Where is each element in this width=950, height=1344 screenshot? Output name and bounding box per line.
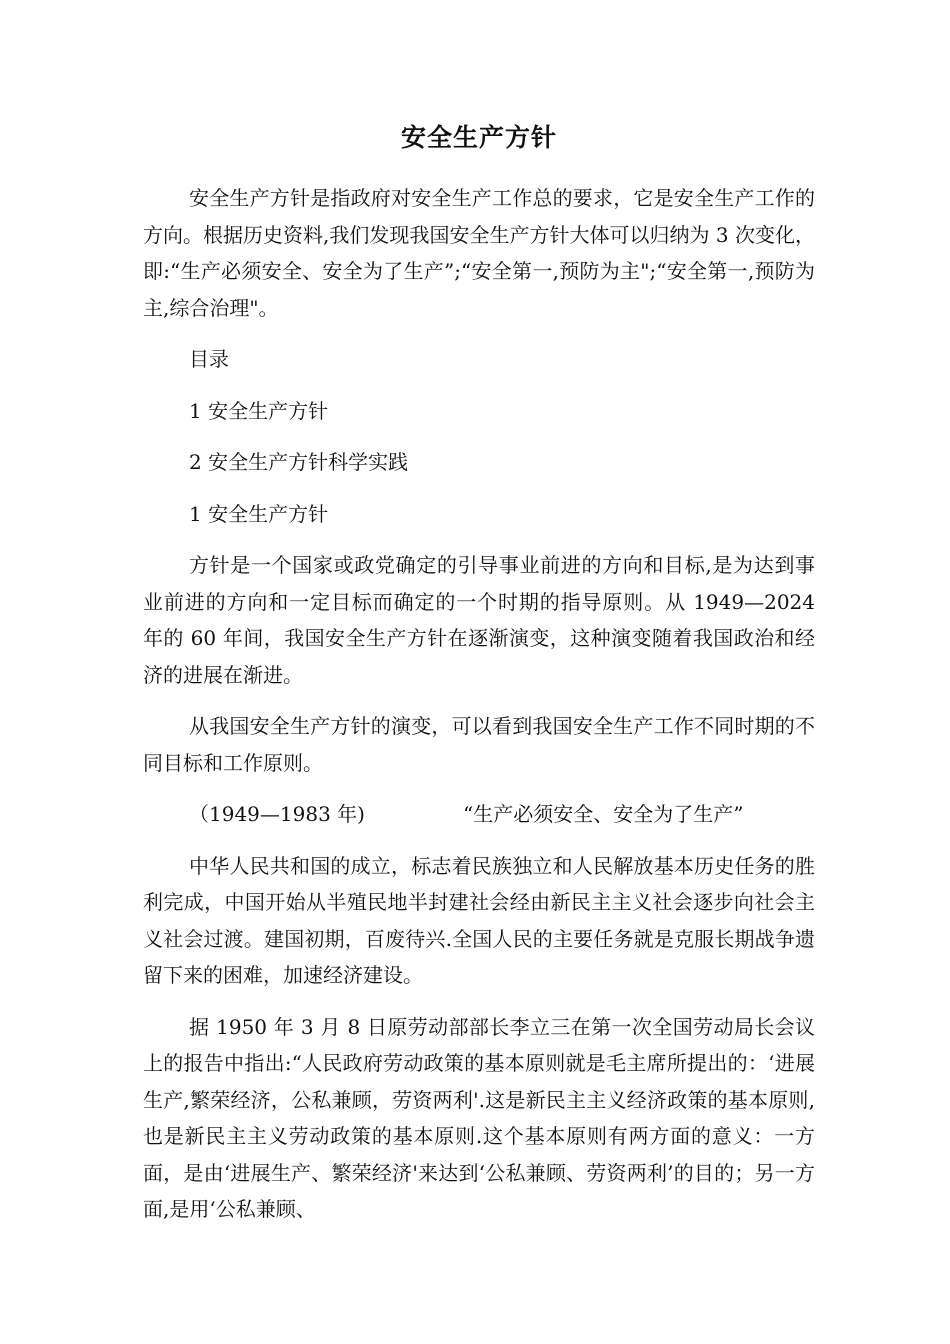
period-heading (143, 796, 815, 833)
body-paragraph: 据 1950 年 3 月 8 日原劳动部部长李立三在第一次全国劳动局长会议上的报告中指出:“人民政府劳动政策的基本原则就是毛主席所提出的：‘进展生产,繁荣经济，公私兼顾，劳资两利'.这是新民主主义经济政策的基本原则,也是新民主主义劳动政策的基本原则.这个基本原则有两方面的意义：一方面，是由‘进展生产、繁荣经济'来达到‘公私兼顾、劳资两利’的目的；另一方面,是用‘公私兼顾、 (143, 1014, 815, 1221)
intro-paragraph: 安全生产方针是指政府对安全生产工作总的要求，它是安全生产工作的方向。根据历史资料,我们发现我国安全生产方针大体可以归纳为 3 次变化，即:“生产必须安全、安全为了生产”;“安全第一,预防为主";“安全第一,预防为主,综合治理"。 (143, 186, 815, 320)
period-years: （1949—1983 年) (189, 802, 365, 826)
toc-item-1[interactable]: 1 安全生产方针 (189, 398, 329, 423)
document-page (143, 118, 815, 1228)
period-quote: “生产必须安全、安全为了生产” (462, 802, 744, 826)
toc-item-2[interactable]: 2 安全生产方针科学实践 (189, 450, 409, 474)
section-heading: 1 安全生产方针 (189, 501, 329, 526)
toc-heading: 目录 (189, 347, 229, 371)
document-title: 安全生产方针 (400, 123, 557, 152)
body-paragraph: 方针是一个国家或政党确定的引导事业前进的方向和目标,是为达到事业前进的方向和一定目标而确定的一个时期的指导原则。从 1949—2024 年的 60 年间，我国安全生产方针在逐渐演变，这种演变随着我国政治和经济的进展在渐进。 (143, 553, 815, 687)
body-paragraph: 从我国安全生产方针的演变，可以看到我国安全生产工作不同时期的不同目标和工作原则。 (143, 714, 815, 775)
body-paragraph: 中华人民共和国的成立，标志着民族独立和人民解放基本历史任务的胜利完成，中国开始从半殖民地半封建社会经由新民主主义社会逐步向社会主义社会过渡。建国初期，百废待兴.全国人民的主要任务就是克服长期战争遗留下来的困难，加速经济建设。 (143, 853, 815, 987)
